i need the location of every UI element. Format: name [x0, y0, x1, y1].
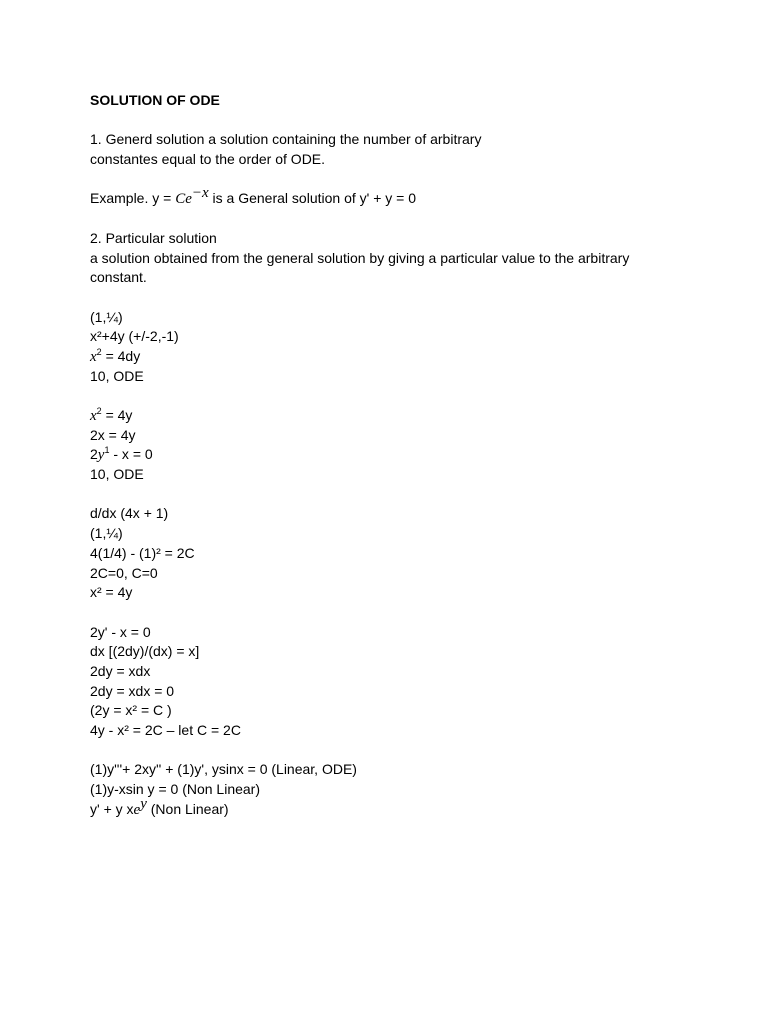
block2-line-3-prefix: 2: [90, 446, 98, 463]
block1-line-3: [90, 347, 690, 367]
block2-line-3: [90, 445, 690, 465]
spacer: [90, 603, 690, 623]
block2-line-1-rest: = 4y: [101, 407, 133, 423]
block3-line-5: x² = 4y: [90, 584, 133, 601]
block2-math-var: x: [90, 408, 97, 424]
spacer: [90, 209, 690, 229]
block4-line-5: (2y = x² = C ): [90, 702, 172, 719]
example-math-exponent: −x: [191, 185, 209, 202]
block5-math-base: e: [133, 801, 141, 818]
block1-line-4: 10, ODE: [90, 367, 144, 384]
document-body: [90, 91, 690, 819]
document-title: SOLUTION OF ODE: [90, 92, 220, 108]
block4-line-3: 2dy = xdx: [90, 662, 151, 679]
block5-line-3-rest: (Non Linear): [146, 800, 229, 817]
spacer: [90, 170, 690, 190]
block5-line-1: (1)y'''+ 2xy'' + (1)y', ysinx = 0 (Linear, ODE): [90, 761, 357, 778]
block3-line-2: (1,¼): [90, 525, 123, 542]
block1-math-var: x: [90, 348, 97, 365]
block5-line-3-prefix: y' + y x: [90, 800, 134, 817]
block2-line-2: 2x = 4y: [90, 426, 136, 443]
block3-line-4: 2C=0, C=0: [90, 564, 158, 581]
example-suffix: is a General solution of y' + y = 0: [208, 190, 416, 207]
example-math-base: Ce: [175, 191, 192, 208]
spacer: [90, 111, 690, 131]
example-prefix: Example. y =: [90, 190, 176, 207]
block4-line-4: 2dy = xdx = 0: [90, 682, 175, 699]
block4-line-6: 4y - x² = 2C – let C = 2C: [90, 722, 241, 738]
particular-solution-line-2: constant.: [90, 269, 147, 286]
block2-math-exponent: 2: [96, 406, 102, 416]
block2-line-3-rest: - x = 0: [109, 446, 153, 463]
spacer: [90, 741, 690, 761]
block1-line-1: (1,¼): [90, 308, 123, 325]
block1-math-exponent: 2: [96, 346, 102, 357]
block4-line-2: dx [(2dy)/(dx) = x]: [90, 643, 200, 660]
block3-line-3: 4(1/4) - (1)² = 2C: [90, 544, 195, 561]
block5-math-exponent: y: [140, 795, 147, 812]
definition-general-line-2: constantes equal to the order of ODE.: [90, 151, 326, 168]
block2-line-1: [90, 406, 690, 426]
block2-math-var: y: [97, 447, 105, 464]
block5-line-2: (1)y-xsin y = 0 (Non Linear): [90, 781, 261, 798]
spacer: [90, 485, 690, 505]
block2-line-4: 10, ODE: [90, 466, 144, 483]
spacer: [90, 288, 690, 308]
block1-line-2: x²+4y (+/-2,-1): [90, 328, 179, 345]
block2-math-exponent: 1: [104, 445, 110, 456]
particular-solution-line-1: a solution obtained from the general solution by giving a particular value to the arbitrary: [90, 249, 630, 266]
definition-general-line-1: 1. Generd solution a solution containing the number of arbitrary: [90, 131, 482, 148]
example-line: [90, 185, 690, 209]
block5-line-3: [90, 795, 690, 820]
block1-line-3-rest: = 4dy: [101, 347, 141, 364]
particular-solution-heading: 2. Particular solution: [90, 229, 217, 246]
spacer: [90, 386, 690, 406]
block4-line-1: 2y' - x = 0: [90, 623, 151, 640]
block3-line-1: d/dx (4x + 1): [90, 505, 169, 522]
